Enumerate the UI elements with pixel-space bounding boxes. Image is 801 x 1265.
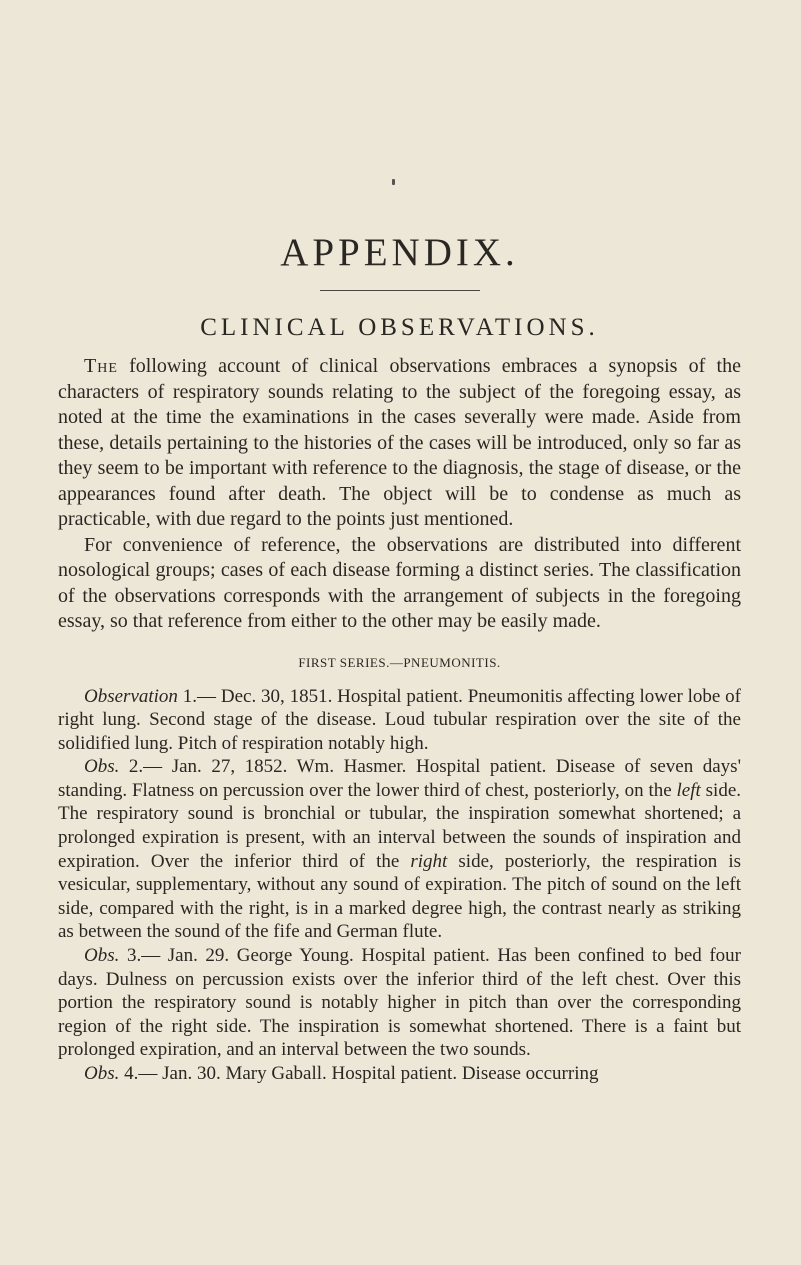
observation-4	[58, 1062, 741, 1086]
observation-text: 1.— Dec. 30, 1851. Hospital patient. Pneumonitis affecting lower lobe of right lung. Second stage of the disease. Loud tubular respiration over the site of the solidified lung. Pitch of respiration notably high.	[58, 685, 741, 754]
observation-text: 2.— Jan. 27, 1852. Wm. Hasmer. Hospital patient. Disease of seven days' standing. Flatness on percussion over the lower third of chest, posteriorly, on the	[58, 756, 741, 801]
series-heading: FIRST SERIES.—PNEUMONITIS.	[298, 654, 501, 670]
observation-list	[58, 685, 741, 1086]
observation-text: 4.— Jan. 30. Mary Gaball. Hospital patient. Disease occurring	[119, 1063, 599, 1084]
observation-3	[58, 944, 741, 1062]
intro-lead-word: The	[84, 355, 118, 377]
ink-mark	[392, 179, 395, 185]
observation-text: side, posteriorly, the respiration is vesicular, supplementary, without any sound of expiration. The pitch of sound on the left side, compared with the right, is in a marked degree high, the contrast nearly as striking as between the sound of the fife and German flute.	[58, 850, 742, 943]
observation-2	[58, 755, 741, 944]
intro-text	[58, 354, 741, 635]
title-rule	[320, 290, 480, 291]
section-title: CLINICAL OBSERVATIONS.	[200, 314, 599, 341]
observation-label: Obs.	[84, 756, 120, 778]
observation-label: Obs.	[84, 1063, 120, 1084]
observation-label: Obs.	[84, 945, 120, 967]
appendix-title: APPENDIX.	[280, 231, 519, 274]
observation-text: 3.— Jan. 29. George Young. Hospital patient. Has been confined to bed four days. Dulness on percussion exists over the inferior third of the left chest. Over this portion the respiratory sound is notably higher in pitch than over the corresponding region of the right side. The inspiration is somewhat shortened. There is a faint but prolonged expiration, and an interval between the two sounds.	[58, 945, 741, 1061]
intro-paragraph-1	[58, 354, 741, 533]
intro-paragraph-1-text: following account of clinical observations embraces a synopsis of the characters of respiratory sounds relating to the subject of the foregoing essay, as noted at the time the examinations in the cases severally were made. Aside from these, details pertaining to the histories of the cases will be introduced, only so far as they seem to be important with reference to the diagnosis, the stage of disease, or the appearances found after death. The object will be to condense as much as practicable, with due regard to the points just mentioned.	[58, 355, 741, 530]
observation-label: Observation	[84, 685, 178, 707]
emphasis-left: left	[676, 779, 701, 801]
observation-text: side. The respiratory sound is bronchial or tubular, the inspiration somewhat shortened; a prolonged expiration is present, with an interval between the sounds of inspiration and expiration. Over the inferior third of the	[58, 779, 742, 872]
observation-1	[58, 685, 741, 756]
emphasis-right: right	[410, 850, 448, 872]
intro-paragraph-2: For convenience of reference, the observations are distributed into different nosological groups; cases of each disease forming a distinct series. The classification of the observations corresponds with the arrangement of subjects in the foregoing essay, so that reference from either to the other may be easily made.	[58, 533, 741, 632]
